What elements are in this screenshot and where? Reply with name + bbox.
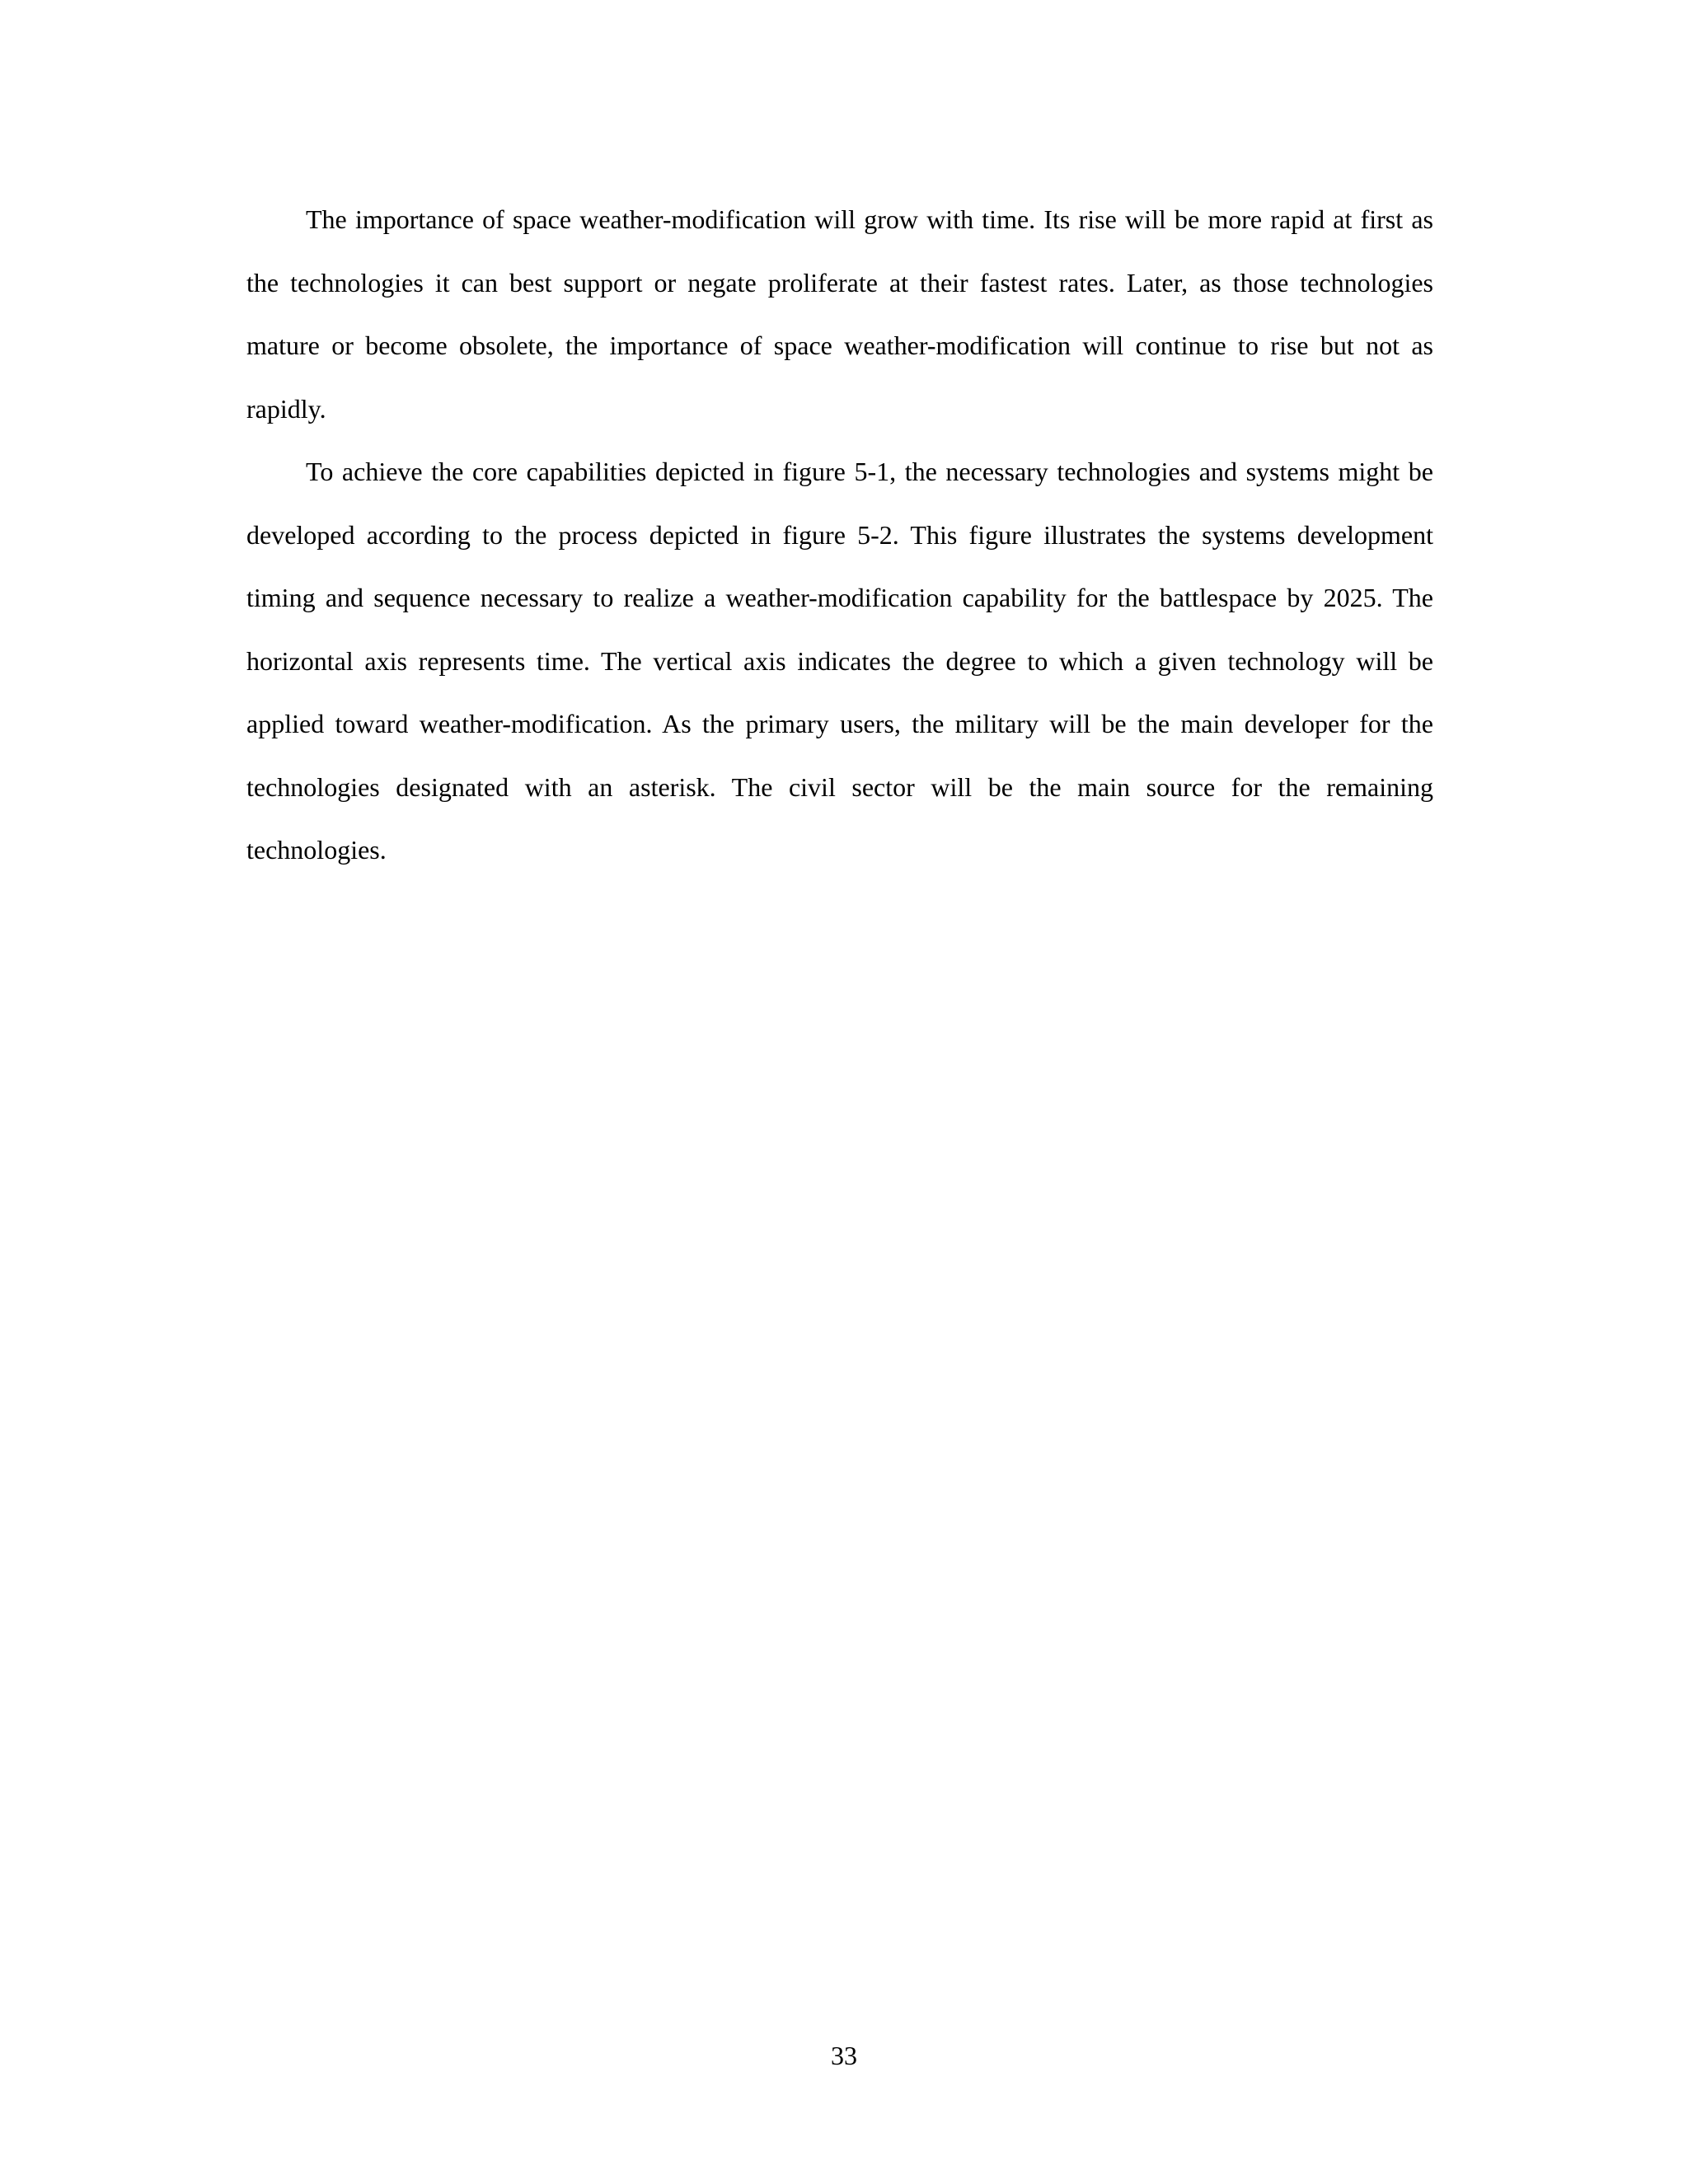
body-text [246, 188, 1433, 882]
paragraph-space-weather-importance: The importance of space weather-modification will grow with time. Its rise will be more rapid at first as the technologies it can best support or negate proliferate at their fastest rates. Later, as those technologies mature or become obsolete, the importance of space weather-modification will continue to rise but not as rapidly. [246, 204, 1433, 424]
page-number: 33 [831, 2041, 857, 2070]
paragraph-core-capabilities: To achieve the core capabilities depicted in figure 5-1, the necessary technologies and systems might be developed according to the process depicted in figure 5-2. This figure illustrates the systems development timing and sequence necessary to realize a weather-modification capability for the battlespace by 2025. The horizontal axis represents time. The vertical axis indicates the degree to which a given technology will be applied toward weather-modification. As the primary users, the military will be the main developer for the technologies designated with an asterisk. The civil sector will be the main source for the remaining technologies. [246, 457, 1433, 865]
